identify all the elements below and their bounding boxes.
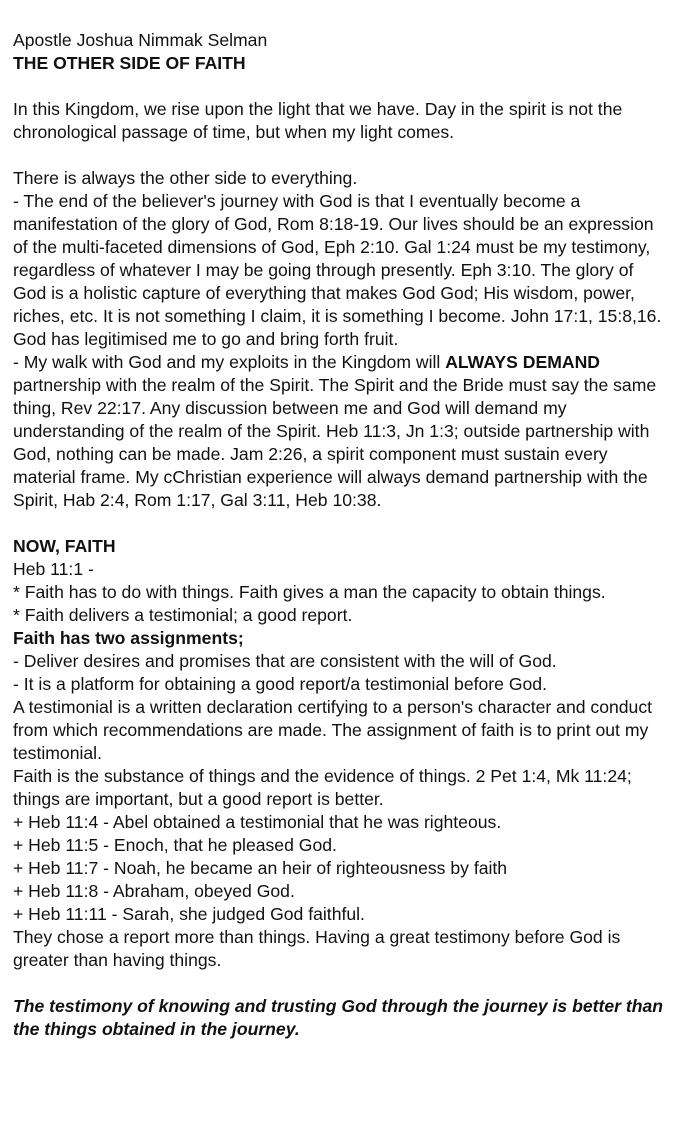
assignment-1: - Deliver desires and promises that are consistent with the will of God. (13, 651, 557, 671)
faith-point-2: * Faith delivers a testimonial; a good report. (13, 605, 353, 625)
spacer (13, 144, 669, 167)
always-demand-emphasis: ALWAYS DEMAND (445, 352, 600, 372)
document-title: THE OTHER SIDE OF FAITH (13, 53, 246, 73)
intro-paragraph: In this Kingdom, we rise upon the light that we have. Day in the spirit is not the chronological passage of time, but when my light comes. (13, 99, 623, 142)
example-noah: + Heb 11:7 - Noah, he became an heir of righteousness by faith (13, 858, 508, 878)
example-enoch: + Heb 11:5 - Enoch, that he pleased God. (13, 835, 337, 855)
section1-point-1: - The end of the believer's journey with God is that I eventually become a manifestation of the glory of God, Rom 8:18-19. Our lives should be an expression of the multi-faceted dimensions of God, Eph 2:10. Gal 1:24 must be my testimony, regardless of whatever I may be going through presently. Eph 3:10. The glory of God is a holistic capture of everything that makes God God; His wisdom, power, riches, etc. It is not something I claim, it is something I become. John 17:1, 15:8,16. God has legitimised me to go and bring forth fruit. (13, 191, 662, 349)
spacer (13, 972, 669, 995)
spacer (13, 75, 669, 98)
point2-text-end: partnership with the realm of the Spirit. The Spirit and the Bride must say the same thing, Rev 22:17. Any discussion between me and God will demand my understanding of the realm of the Spirit. Heb 11:3, Jn 1:3; outside partnership with God, nothing can be made. Jam 2:26, a spirit component must sustain every material frame. My cChristian experience will always demand partnership with the Spirit, Hab 2:4, Rom 1:17, Gal 3:11, Heb 10:38. (13, 375, 657, 510)
assignments-heading: Faith has two assignments; (13, 628, 244, 648)
conclusion-paragraph: They chose a report more than things. Having a great testimony before God is greater than having things. (13, 927, 621, 970)
testimonial-definition: A testimonial is a written declaration certifying to a person's character and conduct from which recommendations are made. The assignment of faith is to print out my testimonial. (13, 697, 653, 763)
point2-text-start: - My walk with God and my exploits in the Kingdom will (13, 352, 446, 372)
author-line: Apostle Joshua Nimmak Selman (13, 30, 268, 50)
faith-point-1: * Faith has to do with things. Faith gives a man the capacity to obtain things. (13, 582, 606, 602)
example-abraham: + Heb 11:8 - Abraham, obeyed God. (13, 881, 295, 901)
section2-reference: Heb 11:1 - (13, 559, 94, 579)
section1-point-2 (13, 351, 669, 512)
spacer (13, 512, 669, 535)
closing-statement: The testimony of knowing and trusting God through the journey is better than the things obtained in the journey. (13, 996, 663, 1039)
example-sarah: + Heb 11:11 - Sarah, she judged God faithful. (13, 904, 365, 924)
section2-heading: NOW, FAITH (13, 536, 116, 556)
section1-lead: There is always the other side to everything. (13, 168, 358, 188)
assignment-2: - It is a platform for obtaining a good report/a testimonial before God. (13, 674, 547, 694)
faith-substance: Faith is the substance of things and the evidence of things. 2 Pet 1:4, Mk 11:24; things are important, but a good report is better. (13, 766, 632, 809)
example-abel: + Heb 11:4 - Abel obtained a testimonial that he was righteous. (13, 812, 502, 832)
